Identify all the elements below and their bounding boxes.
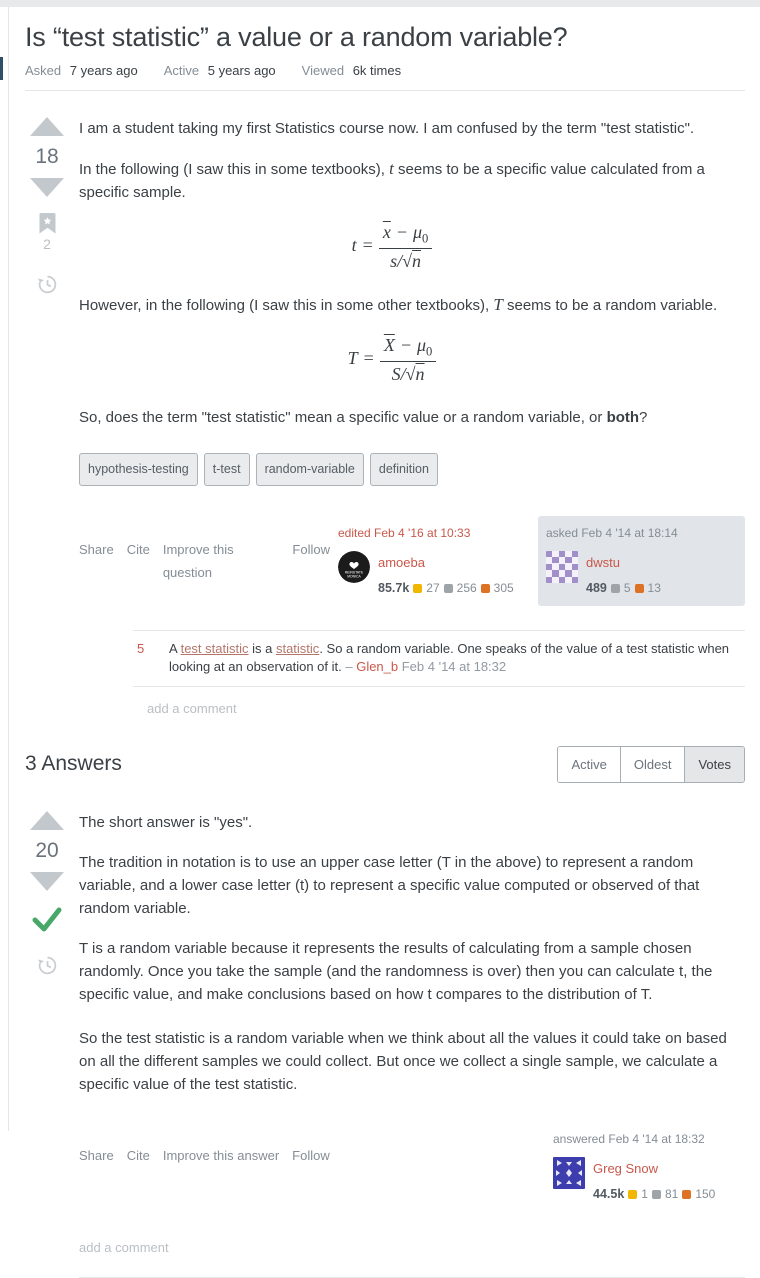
answered-user-card [545, 1122, 745, 1212]
active-stat [164, 63, 276, 78]
formula1-subscript: 0 [422, 231, 429, 246]
comment-text: . So a random variable. One speaks of the value of a test statistic when looking at an observation of it. [169, 640, 730, 674]
silver-badge-icon [444, 584, 453, 593]
question-body [79, 117, 745, 720]
answers-header [25, 746, 745, 783]
formula1-equals: = [362, 235, 373, 256]
formula1-n: n [412, 251, 422, 272]
inline-math-T: T [493, 294, 503, 314]
question-paragraph [79, 406, 745, 429]
bronze-badge-count: 305 [493, 580, 514, 595]
question-user-cards [330, 516, 745, 606]
formula1-s: s/ [390, 251, 403, 272]
answer-vote-count: 20 [35, 838, 59, 862]
formula1-lhs: t [351, 235, 357, 256]
edited-timestamp-link[interactable]: edited Feb 4 '16 at 10:33 [338, 525, 471, 540]
formula1-mu: μ [412, 222, 423, 242]
formula1-xbar: $\overline{x}$ [382, 222, 391, 242]
edited-user-card [330, 516, 530, 606]
gold-badge-count: 27 [426, 580, 440, 595]
tab-oldest[interactable]: Oldest [620, 747, 685, 782]
answered-timestamp: answered Feb 4 '14 at 18:32 [553, 1131, 705, 1146]
tag-t-test[interactable]: t-test [204, 453, 250, 486]
answers-count-title: 3 Answers [25, 752, 122, 776]
rep-number: 489 [586, 580, 607, 595]
formula2-radical: √ [405, 364, 416, 385]
bronze-badge-icon [481, 584, 490, 593]
answer-paragraph [79, 1027, 745, 1096]
tab-votes[interactable]: Votes [684, 747, 744, 782]
bronze-badge-count: 150 [695, 1186, 716, 1201]
rep-dwstu [586, 577, 661, 600]
improve-question-link[interactable]: Improve this question [162, 541, 234, 580]
gold-badge-icon [628, 1190, 637, 1199]
share-link[interactable]: Share [79, 541, 114, 557]
comment-body [155, 640, 745, 676]
asked-value: 7 years ago [69, 63, 138, 78]
comment-author-glen-b[interactable]: Glen_b [356, 658, 399, 674]
silver-badge-count: 5 [623, 580, 631, 595]
formula1-numerator [379, 221, 433, 249]
username-dwstu[interactable]: dwstu [586, 554, 620, 570]
question-p4-pre: So, does the term "test statistic" mean a specific value or a random variable, or [79, 408, 607, 426]
avatar-amoeba[interactable] [338, 551, 370, 583]
question-header [25, 7, 745, 91]
comment-score: 5 [137, 640, 145, 656]
username-greg-snow[interactable]: Greg Snow [593, 1160, 659, 1176]
add-comment-link[interactable]: add a comment [147, 700, 237, 716]
avatar-greg-snow[interactable] [553, 1157, 585, 1189]
answer-p4-text: So the test statistic is a random variable when we think about all the values it could take on based on all the different samples we could collect. But once we collect a single sample, we calculate a specific value of the test statistic. [79, 1029, 727, 1093]
tag-definition[interactable]: definition [370, 453, 438, 486]
tag-list [79, 453, 745, 486]
viewed-value: 6k times [352, 63, 402, 78]
downvote-button[interactable] [30, 872, 64, 891]
answer-post [25, 783, 745, 1278]
silver-badge-count: 256 [456, 580, 477, 595]
question-p3-post: seems to be a random variable. [502, 296, 718, 314]
answer-sort-tabs [557, 746, 745, 783]
upvote-button[interactable] [30, 811, 64, 830]
active-value: 5 years ago [207, 63, 276, 78]
bookmark-count: 2 [43, 236, 51, 252]
question-vote-count: 18 [35, 145, 59, 168]
tag-random-variable[interactable]: random-variable [256, 453, 364, 486]
question-p2-pre: In the following (I saw this in some textbooks), [79, 161, 390, 178]
formula-lowercase-t [79, 221, 705, 273]
cite-link[interactable]: Cite [126, 541, 150, 557]
comment-text: A [169, 640, 181, 656]
follow-link[interactable]: Follow [292, 541, 330, 557]
bronze-badge-icon [682, 1190, 691, 1199]
left-border-line [8, 7, 9, 1131]
question-p1-text: I am a student taking my first Statistics course now. I am confused by the term "test statistic". [79, 120, 695, 137]
username-amoeba[interactable]: amoeba [378, 554, 425, 570]
top-strip [0, 0, 760, 7]
gold-badge-icon [413, 584, 422, 593]
comment-date: Feb 4 '14 at 18:32 [398, 658, 507, 674]
silver-badge-icon [611, 584, 620, 593]
formula1-fraction [379, 221, 433, 273]
rep-number: 44.5k [593, 1186, 625, 1201]
accepted-answer-check-icon [32, 907, 62, 933]
bronze-badge-icon [635, 584, 644, 593]
downvote-button[interactable] [30, 178, 64, 197]
answer-paragraph [79, 811, 745, 834]
history-icon[interactable] [37, 274, 58, 295]
comment-text: is a [248, 640, 276, 656]
asked-user-card [538, 516, 745, 606]
avatar-dwstu[interactable] [546, 551, 578, 583]
answer-p3-text: T is a random variable because it represents the results of calculating from a sample chosen randomly. Once you take the sample (and the randomness is over) then you can calculate t, the specific value, and make conclusions based on how t compares to the distribution of T. [79, 939, 713, 1003]
question-footer [79, 516, 745, 606]
history-icon[interactable] [37, 955, 58, 976]
asked-stat [25, 63, 138, 78]
formula-uppercase-T [79, 334, 705, 386]
comment-dash: – [341, 658, 357, 674]
viewed-stat [302, 63, 401, 78]
answer-paragraph [79, 937, 745, 1006]
answer-paragraph [79, 851, 745, 920]
answer-footer [79, 1122, 745, 1212]
comment [133, 630, 745, 687]
formula1-minus: − [395, 222, 408, 242]
svg-text:REINSTATE: REINSTATE [344, 570, 364, 575]
left-nav-marker [0, 57, 3, 80]
answer-vote-column [25, 811, 69, 1278]
question-stats-row [25, 63, 745, 91]
question-paragraph [79, 293, 745, 317]
comment-link-test-statistic[interactable]: test statistic [180, 640, 249, 656]
question-action-links [79, 538, 330, 584]
comment-link-statistic[interactable]: statistic [275, 640, 320, 656]
answer-body [79, 811, 745, 1278]
question-p2-post: seems to be a specific value calculated from a specific sample. [79, 161, 705, 201]
formula2-minus: − [399, 334, 412, 355]
tag-hypothesis-testing[interactable]: hypothesis-testing [79, 453, 198, 486]
follow-link[interactable]: Follow [292, 1147, 330, 1163]
answer-user-cards [545, 1122, 745, 1212]
formula1-denominator [379, 249, 433, 273]
inline-math-t: t [389, 159, 394, 178]
question-p3-pre: However, in the following (I saw this in some other textbooks), [79, 296, 494, 314]
gold-badge-count: 1 [641, 1186, 648, 1201]
answer-p2-text: The tradition in notation is to use an upper case letter (T in the above) to represent a random variable, and a lower case letter (t) to represent a specific value computed or observed of that random variable. [79, 853, 700, 917]
formula2-Xbar: $\overline{X}$ [383, 334, 395, 355]
asked-label: Asked [25, 63, 62, 78]
question-paragraph [79, 117, 745, 140]
share-link[interactable]: Share [79, 1147, 114, 1163]
viewed-label: Viewed [301, 63, 345, 78]
asked-timestamp: asked Feb 4 '14 at 18:14 [546, 525, 678, 540]
upvote-button[interactable] [30, 117, 64, 136]
silver-badge-count: 81 [664, 1186, 679, 1201]
answer-p1-text: The short answer is "yes". [79, 813, 253, 831]
tab-active[interactable]: Active [558, 747, 619, 782]
formula2-numerator [380, 334, 437, 362]
formula2-mu: μ [416, 334, 427, 355]
question-p4-bold: both [606, 408, 640, 426]
answer-action-links [79, 1144, 330, 1167]
cite-link[interactable]: Cite [126, 1147, 150, 1163]
active-label: Active [163, 63, 200, 78]
formula1-radical: √ [402, 251, 413, 272]
page-title: Is “test statistic” a value or a random variable? [25, 22, 568, 52]
bronze-badge-count: 13 [647, 580, 661, 595]
improve-answer-link[interactable]: Improve this answer [162, 1147, 280, 1163]
add-comment-link[interactable]: add a comment [79, 1239, 169, 1255]
rep-greg-snow [593, 1183, 715, 1206]
formula2-equals: = [363, 347, 374, 368]
rep-number: 85.7k [378, 580, 410, 595]
rep-amoeba [378, 577, 514, 600]
svg-text:MONICA: MONICA [347, 574, 361, 579]
question-paragraph [79, 157, 745, 204]
bookmark-icon[interactable] [39, 213, 56, 234]
question-p4-post: ? [639, 408, 648, 426]
formula2-denominator [380, 362, 437, 386]
formula2-fraction [380, 334, 437, 386]
question-post [25, 91, 745, 720]
formula2-n: n [415, 364, 425, 385]
formula2-S: S/ [391, 364, 406, 385]
question-vote-column [25, 117, 69, 720]
page-container [0, 7, 760, 1278]
formula2-lhs: T [347, 347, 358, 368]
formula2-subscript: 0 [426, 344, 433, 359]
silver-badge-icon [652, 1190, 661, 1199]
question-comments [133, 630, 745, 720]
